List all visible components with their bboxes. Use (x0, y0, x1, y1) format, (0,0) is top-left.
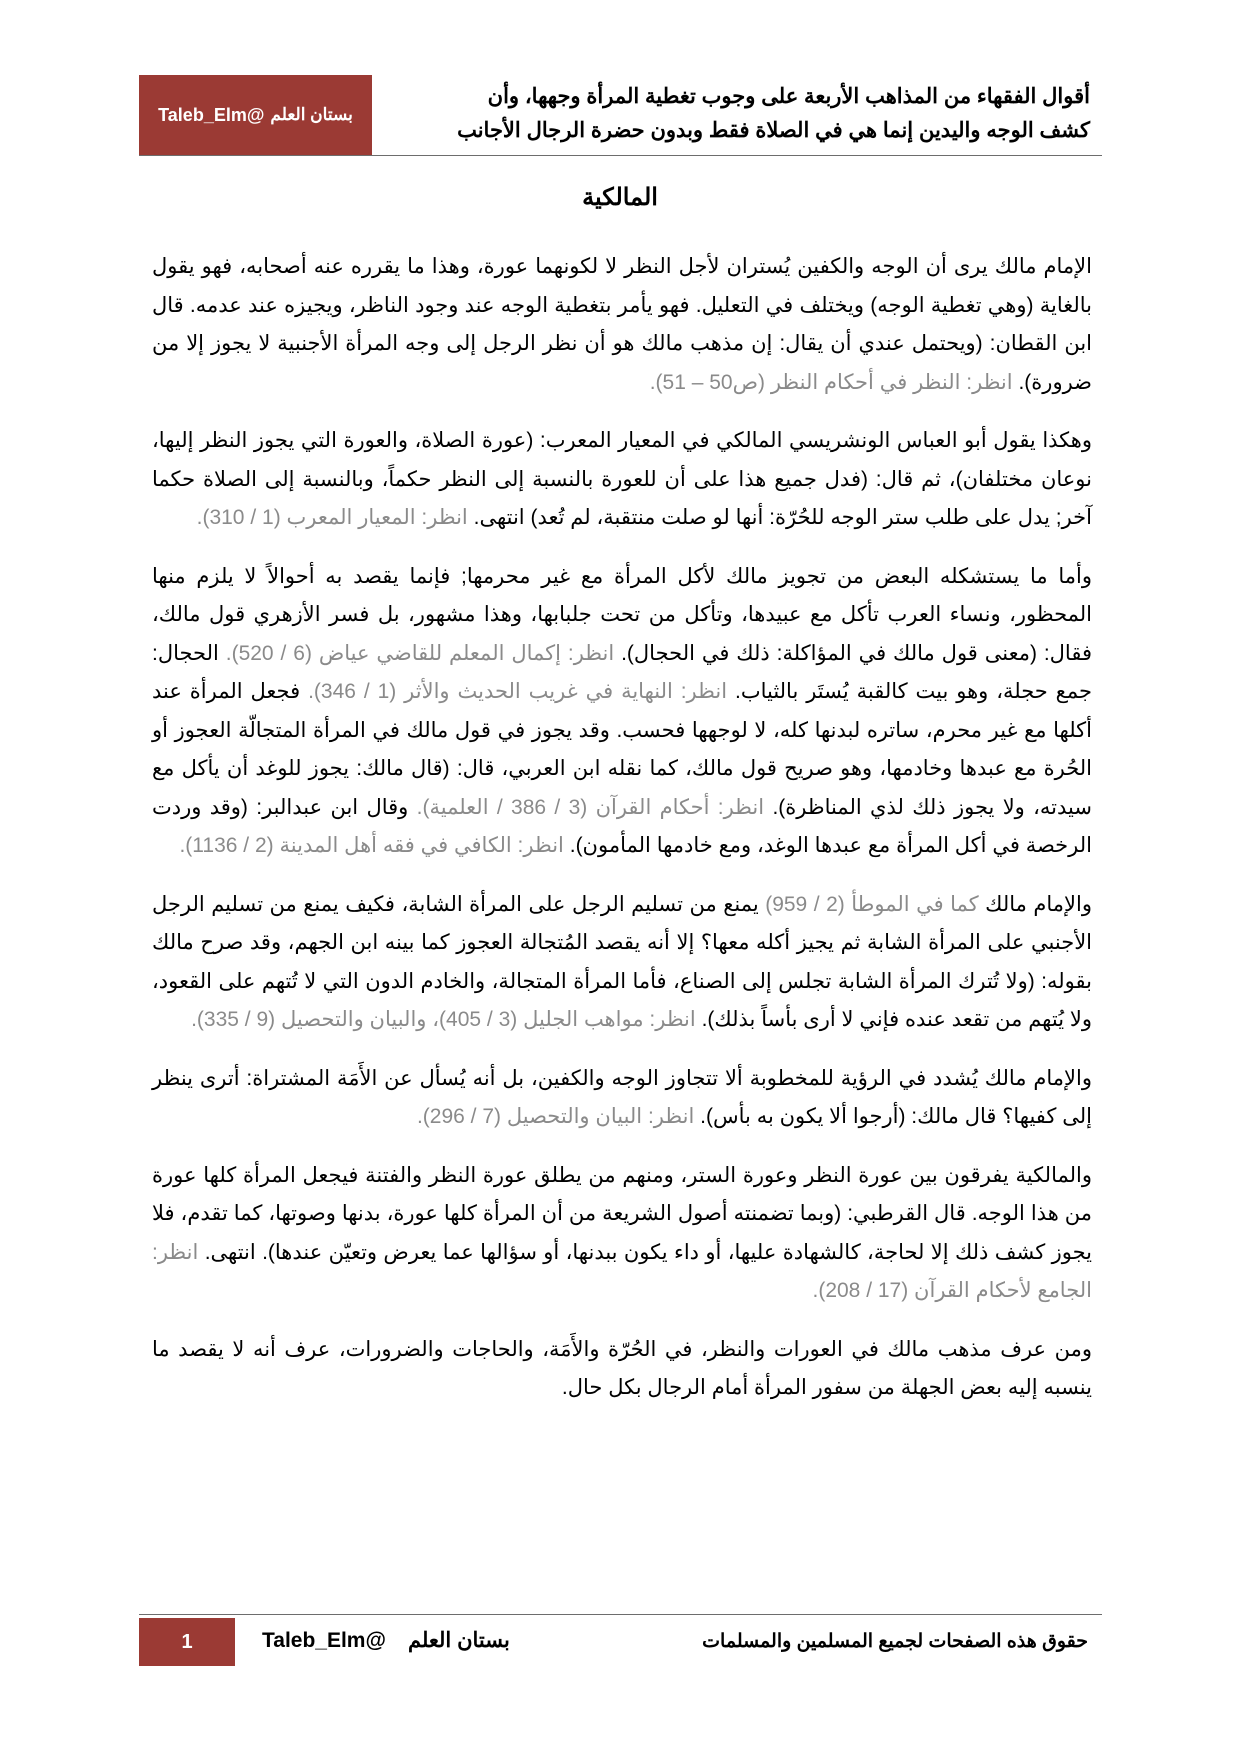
paragraph-6 (152, 1157, 1092, 1311)
paragraph-2 (152, 422, 1092, 538)
reference-citation: والبيان والتحصيل (9 / 335). (191, 1008, 427, 1031)
footer-brand-handle: @Taleb_Elm (262, 1629, 386, 1652)
footer-divider (139, 1614, 1102, 1615)
paragraph-text: ومن عرف مذهب مالك في العورات والنظر، في الحُرّة والأَمَة، والحاجات والضرورات، عرف أنه لا يقصد ما ينسبه إليه بعض الجهلة من سفور المرأة أمام الرجال بكل حال. (152, 1337, 1092, 1399)
reference-citation: كما في الموطأ (2 / 959) (765, 892, 979, 916)
reference-citation: انظر: المعيار المعرب (1 / 310). (196, 506, 468, 529)
title-line-2: كشف الوجه واليدين إنما هي في الصلاة فقط وبدون حضرة الرجال الأجانب (457, 119, 1090, 142)
brand-box (139, 75, 372, 155)
paragraph-text: الحجال: جمع حجلة، وهو بيت كالقبة يُستَر بالثياب. (152, 641, 1092, 703)
paragraph-text: والإمام مالك (985, 892, 1092, 916)
reference-citation: انظر: النظر في أحكام النظر (ص50 – 51). (649, 370, 1013, 394)
reference-citation: انظر: النهاية في غريب الحديث والأثر (1 / 346). (308, 680, 728, 703)
paragraph-text: وقال ابن عبدالبر: (وقد وردت الرخصة في أكل المرأة مع عبدها الوغد، ومع خادمها المأمون). (152, 795, 1092, 857)
reference-citation: انظر: إكمال المعلم للقاضي عياض (6 / 520). (225, 641, 615, 665)
paragraph-5 (152, 1060, 1092, 1137)
paragraph-text: والإمام مالك يُشدد في الرؤية للمخطوبة ألا تتجاوز الوجه والكفين، بل أنه يُسأل عن الأَمَة المشتراة: أترى ينظر إلى كفيها؟ قال مالك: (أرجوا ألا يكون به بأس). (152, 1066, 1092, 1128)
page-header (139, 75, 1102, 156)
paragraph-text: وأما ما يستشكله البعض من تجويز مالك لأكل المرأة مع غير محرمها; فإنما يقصد به أحوالاً لا يلزم منها المحظور، ونساء العرب تأكل مع عبيدها، وتأكل من تحت جلبابها، وهذا مشهور، بل فسر الأزهري قول مالك، فقال: (معنى قول مالك في المؤاكلة: ذلك في الحجال). (152, 564, 1092, 665)
document-title (390, 80, 1090, 148)
reference-citation: انظر: مواهب الجليل (3 / 405)، (432, 1008, 696, 1031)
reference-citation: انظر: أحكام القرآن (3 / 386 / العلمية). (416, 795, 765, 819)
footer-rights: حقوق هذه الصفحات لجميع المسلمين والمسلمات (702, 1631, 1088, 1652)
reference-citation: انظر: البيان والتحصيل (7 / 296). (416, 1105, 695, 1128)
paragraph-4 (152, 886, 1092, 1040)
brand-handle: @Taleb_Elm (158, 104, 265, 125)
paragraph-text: فجعل المرأة عند أكلها مع غير محرم، ساتره لبدنها كله، لا لوجهها فحسب. وقد يجوز في قول مالك في المرأة المتجالّة العجوز أو الحُرة مع عبدها وخادمها، وهو صريح قول مالك، كما نقله ابن العربي، قال: (قال مالك: يجوز للوغد أن يأكل مع سيدته، ولا يجوز ذلك لذي المناظرة). (152, 680, 1092, 819)
reference-citation: انظر: الكافي في فقه أهل المدينة (2 / 1136). (179, 834, 564, 857)
page-number: 1 (139, 1618, 235, 1666)
paragraph-text: والمالكية يفرقون بين عورة النظر وعورة الستر، ومنهم من يطلق عورة النظر والفتنة فيجعل المرأة كلها عورة من هذا الوجه. قال القرطبي: (وبما تضمنته أصول الشريعة من أن المرأة كلها عورة، بدنها وصوتها، كما تقدم، فلا يجوز كشف ذلك إلا لحاجة، كالشهادة عليها، أو داء يكون ببدنها، أو سؤالها عما يعرض وتعيّن عندها). انتهى. (152, 1163, 1092, 1264)
reference-citation: انظر: الجامع لأحكام القرآن (17 / 208). (152, 1240, 1092, 1302)
footer-brand-name: بستان العلم (407, 1629, 510, 1652)
body-content (152, 248, 1092, 1428)
brand-name: بستان العلم (270, 105, 353, 124)
section-title: المالكية (582, 184, 658, 211)
paragraph-text: وهكذا يقول أبو العباس الونشريسي المالكي في المعيار المعرب: (عورة الصلاة، والعورة التي يجوز النظر إليها، نوعان مختلفان)، ثم قال: (فدل جميع هذا على أن للعورة بالنسبة إلى النظر حكماً، وبالنسبة إلى الصلاة حكما آخر; يدل على طلب ستر الوجه للحُرّة: أنها لو صلت منتقبة، لم تُعد) انتهى. (152, 429, 1092, 529)
title-line-1: أقوال الفقهاء من المذاهب الأربعة على وجوب تغطية المرأة وجهها، وأن (487, 85, 1090, 108)
paragraph-text: يمنع من تسليم الرجل على المرأة الشابة، فكيف يمنع من تسليم الرجل الأجنبي على المرأة الشابة ثم يجيز أكله معها؟ إلا أنه يقصد المُتجالة العجوز كما بينه ابن الجهم، وقد صرح مالك بقوله: (ولا تُترك المرأة الشابة تجلس إلى الصناع، فأما المرأة المتجالة، والخادم الدون التي لا تُتهم على القعود، ولا يُتهم من تقعد عنده فإني لا أرى بأساً بذلك). (152, 892, 1092, 1031)
paragraph-3 (152, 558, 1092, 866)
paragraph-text: الإمام مالك يرى أن الوجه والكفين يُستران لأجل النظر لا لكونهما عورة، وهذا ما يقرره عنه أصحابه، فهو يقول بالغاية (وهي تغطية الوجه) ويختلف في التعليل. فهو يأمر بتغطية الوجه عند وجود الناظر، ويجيزه عند عدمه. قال ابن القطان: (ويحتمل عندي أن يقال: إن مذهب مالك هو أن نظر الرجل إلى وجه المرأة الأجنبية لا يجوز إلا من ضرورة). (152, 255, 1092, 394)
paragraph-1 (152, 248, 1092, 402)
paragraph-7 (152, 1331, 1092, 1408)
footer-brand (262, 1628, 510, 1653)
